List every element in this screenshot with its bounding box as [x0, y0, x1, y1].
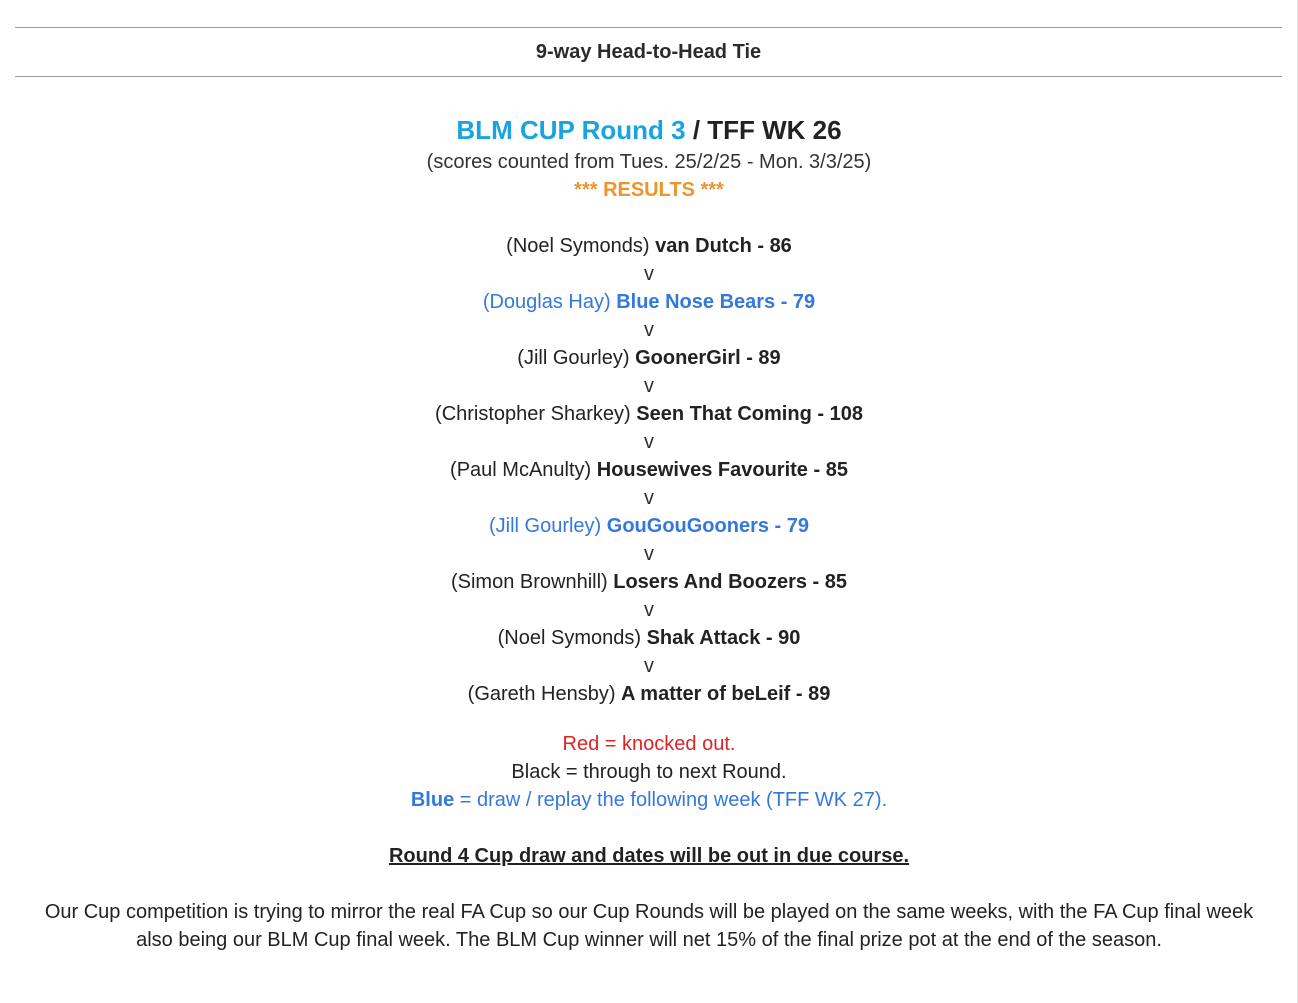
legend-blue: [0, 786, 1298, 814]
results-label: *** RESULTS ***: [574, 179, 724, 201]
versus-separator: v: [644, 487, 654, 509]
match-row: [0, 344, 1298, 372]
team-score: Seen That Coming - 108: [636, 403, 863, 425]
versus-separator: v: [644, 655, 654, 677]
match-row: [0, 624, 1298, 652]
versus-separator: v: [644, 319, 654, 341]
versus-separator: v: [644, 599, 654, 621]
match-row: [0, 512, 1298, 540]
owner-name: (Christopher Sharkey): [435, 403, 637, 425]
legend-blue-word: Blue: [410, 789, 455, 811]
match-list: [0, 232, 1298, 708]
owner-name: (Jill Gourley): [517, 347, 636, 369]
title-week: / TFF WK 26: [685, 115, 842, 145]
match-row: [0, 568, 1298, 596]
match-row: [0, 456, 1298, 484]
owner-name: (Douglas Hay): [482, 291, 617, 313]
draw-announcement: Round 4 Cup draw and dates will be out in due course.: [388, 845, 910, 867]
team-score: Shak Attack - 90: [646, 627, 801, 649]
team-score: Losers And Boozers - 85: [613, 571, 848, 593]
owner-name: (Gareth Hensby): [467, 683, 622, 705]
header-bar: [15, 27, 1282, 77]
owner-name: (Noel Symonds): [497, 627, 647, 649]
team-score: A matter of beLeif - 89: [621, 683, 831, 705]
owner-name: (Jill Gourley): [488, 515, 607, 537]
match-row: [0, 232, 1298, 260]
owner-name: (Noel Symonds): [506, 235, 656, 257]
versus-separator: v: [644, 375, 654, 397]
versus-separator: v: [644, 263, 654, 285]
team-score: GouGouGooners - 79: [606, 515, 810, 537]
team-score: Housewives Favourite - 85: [596, 459, 848, 481]
match-row: [0, 288, 1298, 316]
team-score: GoonerGirl - 89: [635, 347, 781, 369]
versus-separator: v: [644, 431, 654, 453]
main-content: [0, 112, 1298, 954]
colour-legend: [0, 730, 1298, 814]
legend-black: Black = through to next Round.: [511, 761, 787, 783]
versus-separator: v: [644, 543, 654, 565]
team-score: Blue Nose Bears - 79: [616, 291, 816, 313]
title-cup-round: BLM CUP Round 3: [456, 115, 686, 145]
owner-name: (Paul McAnulty): [450, 459, 597, 481]
match-row: [0, 680, 1298, 708]
legend-blue-text: = draw / replay the following week (TFF WK 27).: [454, 789, 888, 811]
team-score: van Dutch - 86: [655, 235, 792, 257]
competition-note: Our Cup competition is trying to mirror the real FA Cup so our Cup Rounds will be played on the same weeks, with the FA Cup final week also being our BLM Cup final week. The BLM Cup winner will net 15% of the final prize pot at the end of the season.: [44, 901, 1254, 951]
legend-red: Red = knocked out.: [562, 733, 736, 755]
match-row: [0, 400, 1298, 428]
date-range-subtitle: (scores counted from Tues. 25/2/25 - Mon. 3/3/25): [426, 151, 872, 173]
owner-name: (Simon Brownhill): [450, 571, 614, 593]
page-title: [0, 112, 1298, 148]
header-title: 9-way Head-to-Head Tie: [535, 40, 762, 63]
